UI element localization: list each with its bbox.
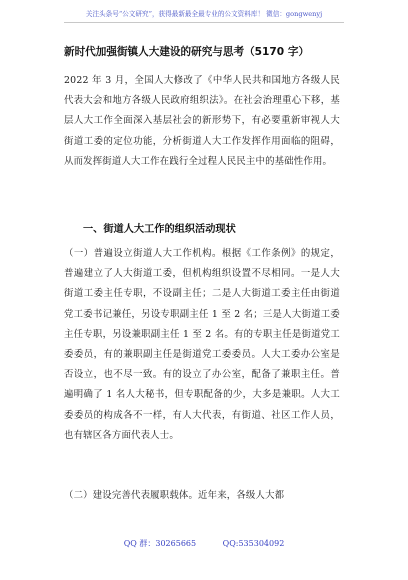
footer-qq: QQ:535304092 — [222, 539, 285, 548]
footer-contact — [0, 538, 408, 549]
header-divider — [64, 22, 344, 23]
body-paragraph: 2022 年 3 月，全国人大修改了《中华人民共和国地方各级人民代表大会和地方各级人民政府组织法》。在社会治理重心下移，基层人大工作全面深入基层社会的新形势下，有必要重新审视人大街道工委的定位功能，分析街道人大工作发挥作用面临的阻碍，从而发挥街道人大工作在践行全过程人民民主中的基础性作用。 — [64, 75, 340, 167]
body-paragraph: （一）普遍设立街道人大工作机构。根据《工作条例》的规定，普遍建立了人大街道工委，但机构组织设置不尽相同。一是人大街道工委主任专职，不设副主任；二是人大街道工委主任由街道党工委书记兼任，另设专职副主任 1 至 2 名；三是人大街道工委主任专职，另设兼职副主任 1 至 2 名。有的专职主任是街道党工委委员，有的兼职副主任是街道党工委委员。人大工委办公室是否设立，也不尽一致。有的设立了办公室，配备了兼职主任。普遍明确了 1 名人大秘书，但专职配备的少，大多是兼职。人大工委委员的构成各不一样，有人大代表，有街道、社区工作人员，也有辖区各方面代表人士。 — [64, 248, 340, 441]
footer-qq-group: QQ 群：30265665 — [123, 539, 197, 548]
section-heading: 一、街道人大工作的组织活动现状 — [83, 224, 236, 235]
header-note: 关注头条号“公文研究”，获得最新最全最专业的公文资料库！ 微信：gongwenyj — [85, 10, 323, 18]
body-paragraph: （二）建设完善代表履职载体。近年来，各级人大都 — [64, 490, 285, 501]
document-title: 新时代加强街镇人大建设的研究与思考（5170 字） — [64, 46, 310, 58]
